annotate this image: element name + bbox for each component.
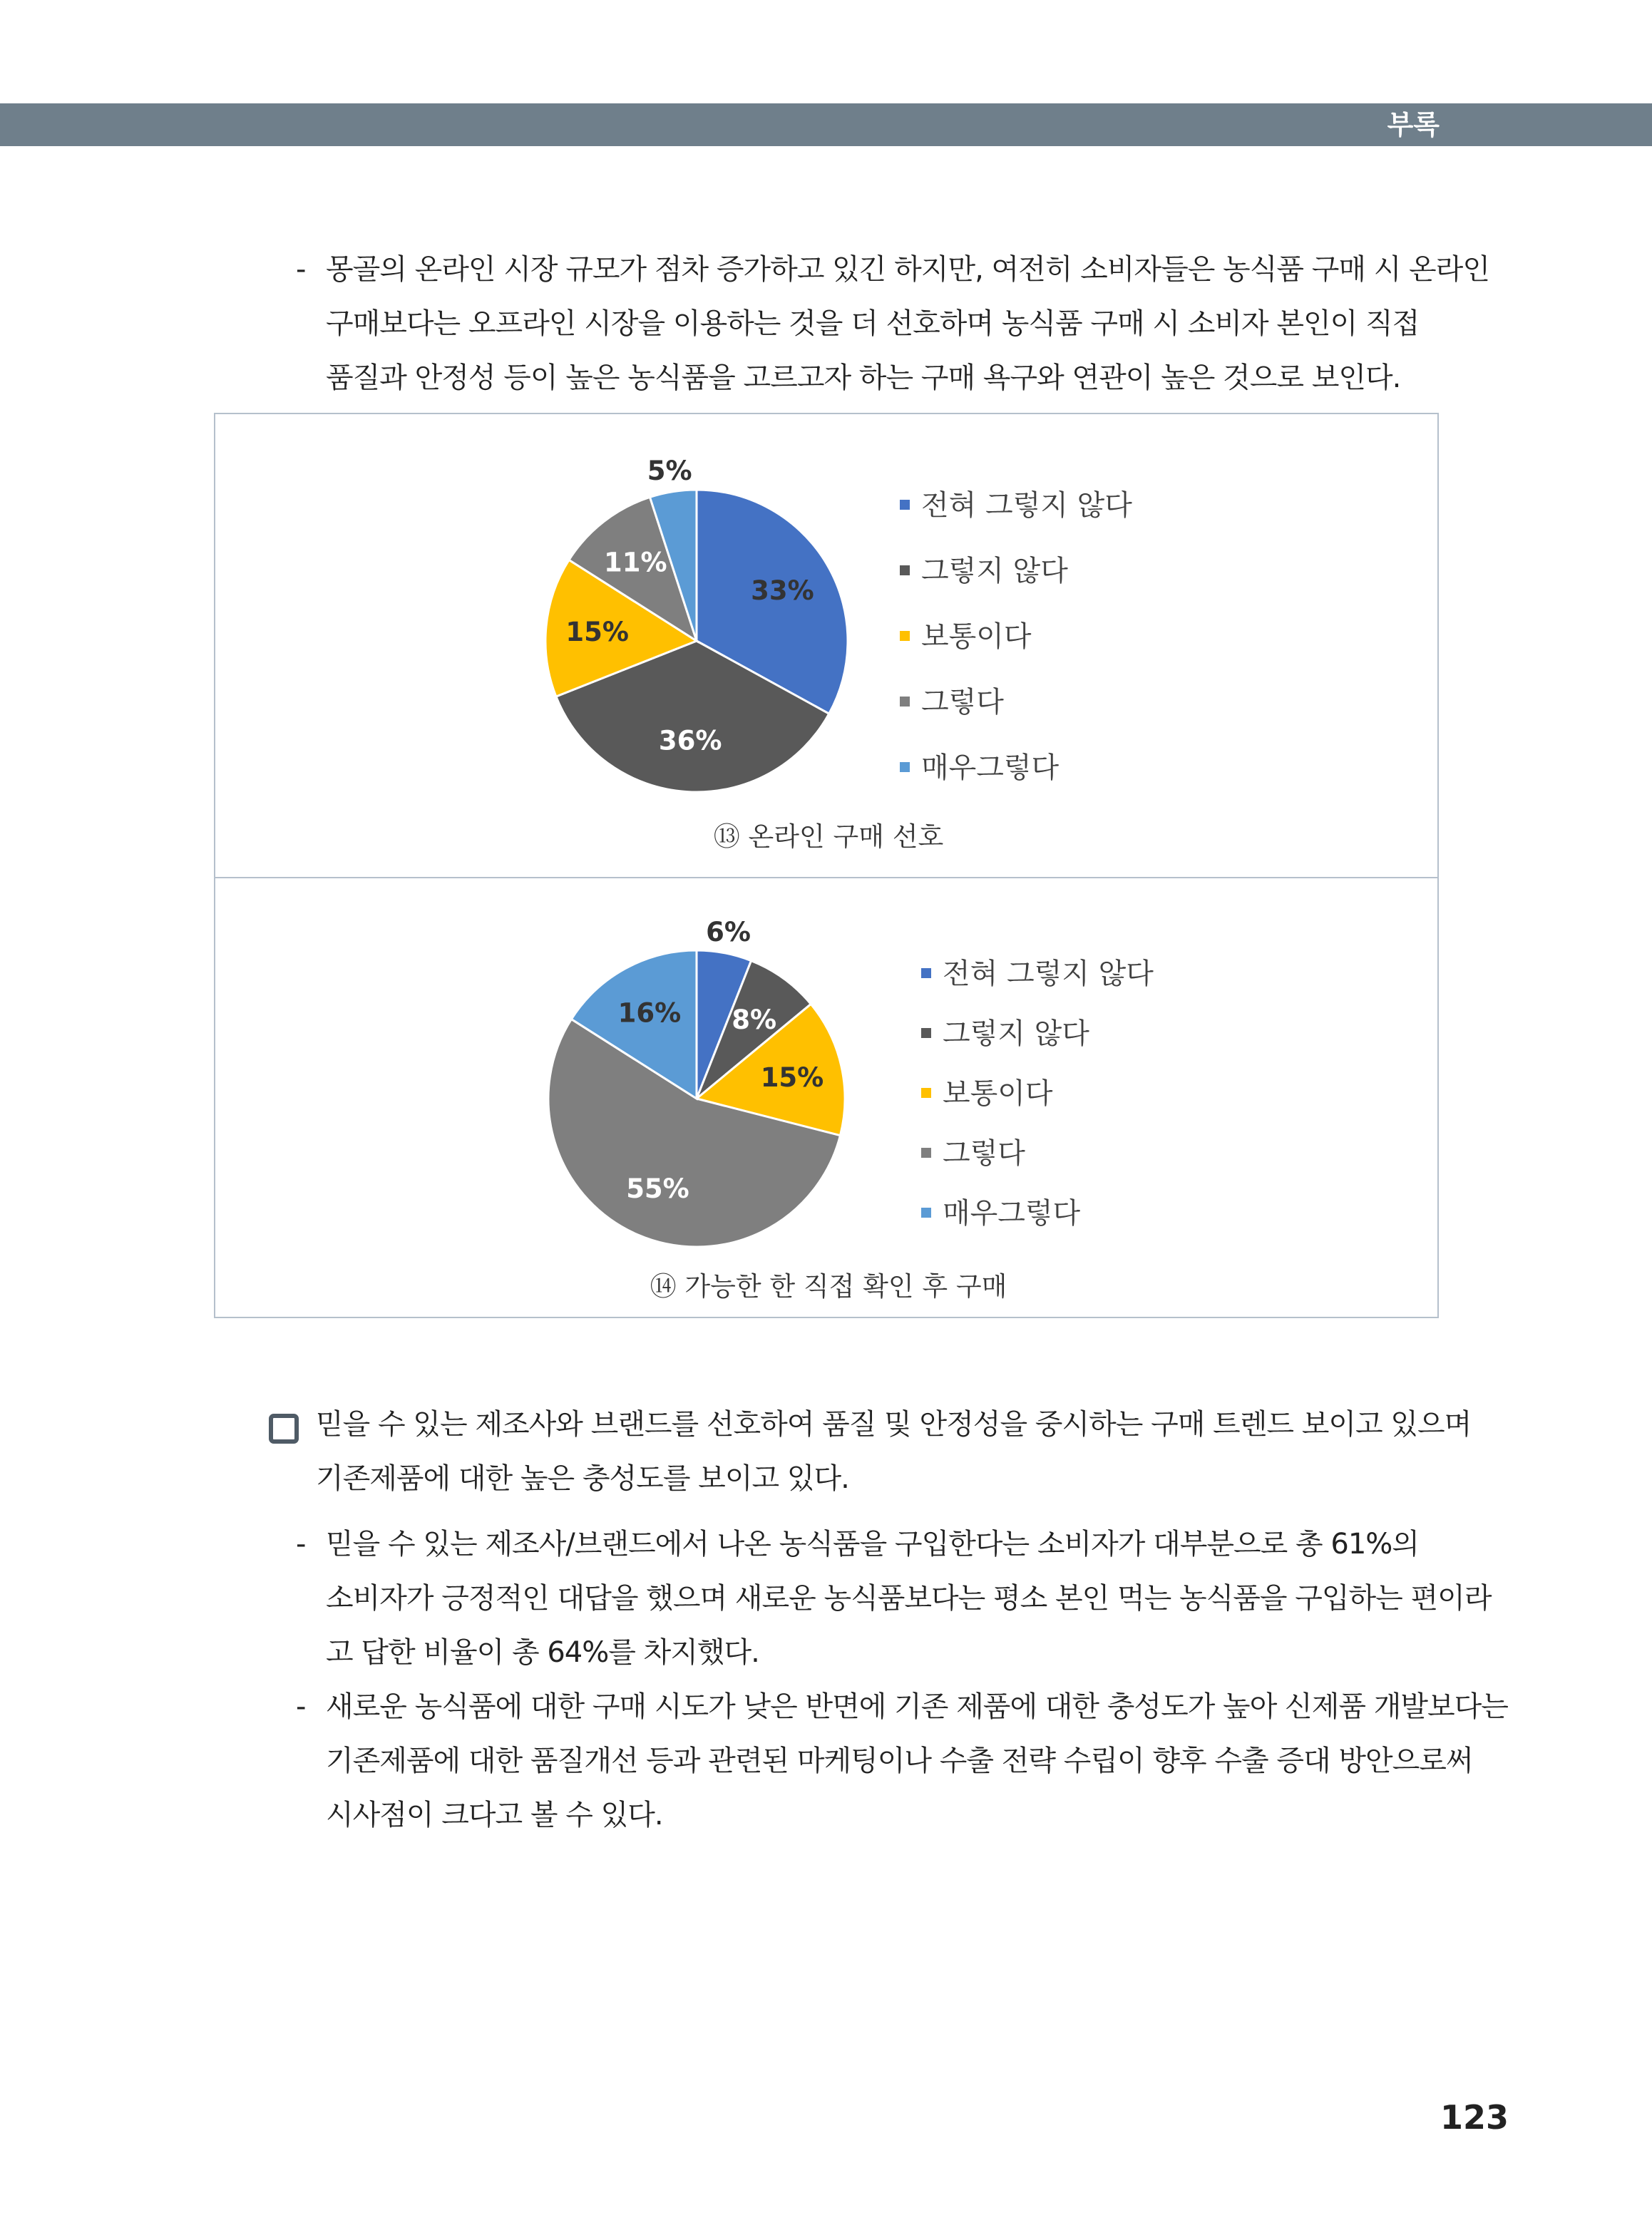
chart-caption: ⑭ 가능한 한 직접 확인 후 구매 — [650, 1271, 1007, 1302]
legend-label: 보통이다 — [943, 1077, 1053, 1110]
data-label: 33% — [751, 575, 814, 606]
section-label: 부록 — [1387, 109, 1440, 140]
chart-frame — [214, 413, 1439, 1318]
legend-label: 보통이다 — [921, 620, 1032, 653]
text-line: 고 답한 비율이 총 64%를 차지했다. — [326, 1636, 759, 1669]
text-line: 믿을 수 있는 제조사와 브랜드를 선호하여 품질 및 안정성을 중시하는 구매 트렌드 보이고 있으며 — [316, 1408, 1472, 1441]
chart-caption: ⑬ 온라인 구매 선호 — [713, 821, 944, 852]
intro-paragraph — [296, 242, 1489, 405]
text-line: 기존제품에 대한 높은 충성도를 보이고 있다. — [316, 1462, 849, 1495]
legend-swatch — [900, 762, 910, 772]
text-line: 구매보다는 오프라인 시장을 이용하는 것을 더 선호하며 농식품 구매 시 소비자 본인이 직접 — [326, 307, 1420, 340]
legend-swatch — [921, 1088, 931, 1098]
data-label: 6% — [706, 917, 751, 948]
sub-paragraph-1 — [296, 1517, 1492, 1680]
point-paragraph — [316, 1397, 1471, 1506]
text-line: 품질과 안정성 등이 높은 농식품을 고르고자 하는 구매 욕구와 연관이 높은 것으로 보인다. — [326, 361, 1401, 394]
data-label: 5% — [647, 455, 692, 486]
bullet-dash: - — [296, 1690, 306, 1723]
data-label: 11% — [603, 547, 667, 578]
legend-swatch — [921, 1028, 931, 1038]
text-line: 시사점이 크다고 볼 수 있다. — [326, 1799, 663, 1831]
legend-swatch — [900, 697, 910, 707]
legend-swatch — [921, 968, 931, 978]
text-line: 믿을 수 있는 제조사/브랜드에서 나온 농식품을 구입한다는 소비자가 대부분으로 총 61%의 — [326, 1528, 1419, 1561]
legend-label: 그렇다 — [921, 686, 1004, 719]
text-line: 새로운 농식품에 대한 구매 시도가 낮은 반면에 기존 제품에 대한 충성도가 높아 신제품 개발보다는 — [326, 1690, 1508, 1723]
data-label: 15% — [760, 1062, 824, 1094]
pie-charts — [215, 414, 1437, 1317]
bullet-dash: - — [296, 253, 306, 286]
text-line: 기존제품에 대한 품질개선 등과 관련된 마케팅이나 수출 전략 수립이 향후 수출 증대 방안으로써 — [326, 1745, 1473, 1777]
legend-swatch — [921, 1208, 931, 1218]
legend-swatch — [921, 1148, 931, 1158]
legend-label: 매우그렇다 — [921, 751, 1060, 784]
header-bar — [0, 103, 1652, 146]
text-line: 소비자가 긍정적인 대답을 했으며 새로운 농식품보다는 평소 본인 먹는 농식품을 구입하는 편이라 — [326, 1582, 1492, 1615]
page-number: 123 — [1440, 2098, 1509, 2137]
legend-label: 전혀 그렇지 않다 — [943, 957, 1154, 990]
legend-swatch — [900, 631, 910, 641]
data-label: 8% — [732, 1004, 777, 1035]
data-label: 16% — [617, 997, 682, 1029]
data-label: 15% — [565, 616, 629, 647]
data-label: 36% — [658, 725, 722, 756]
data-label: 55% — [626, 1173, 689, 1204]
legend-swatch — [900, 500, 910, 510]
bullet-dash: - — [296, 1528, 306, 1561]
text-line: 몽골의 온라인 시장 규모가 점차 증가하고 있긴 하지만, 여전히 소비자들은 농식품 구매 시 온라인 — [326, 253, 1489, 286]
checkbox-icon — [269, 1414, 299, 1444]
legend-label: 그렇지 않다 — [921, 555, 1068, 587]
legend-swatch — [900, 565, 910, 575]
legend-label: 그렇다 — [943, 1137, 1025, 1170]
legend-label: 그렇지 않다 — [943, 1017, 1089, 1050]
sub-paragraph-2 — [296, 1680, 1508, 1842]
legend-label: 전혀 그렇지 않다 — [921, 489, 1132, 522]
legend-label: 매우그렇다 — [943, 1197, 1081, 1230]
